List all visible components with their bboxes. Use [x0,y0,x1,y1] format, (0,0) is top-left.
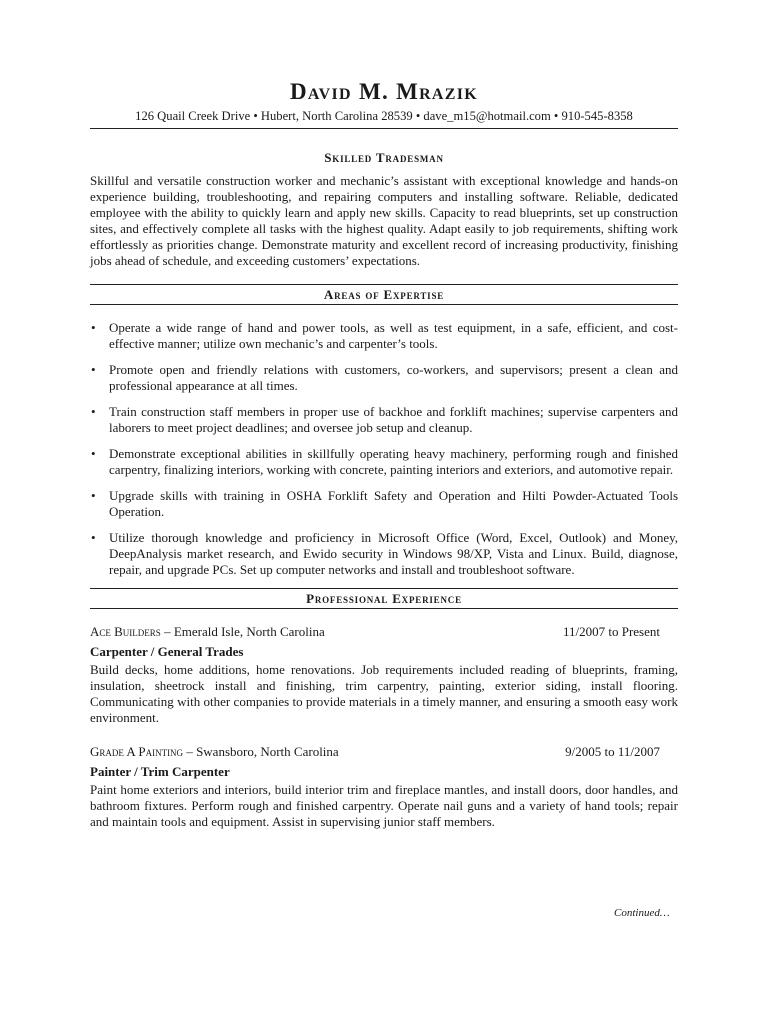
employer [90,624,325,640]
job-title: Painter / Trim Carpenter [90,764,230,779]
company-name: Grade A Painting [90,744,184,759]
employer [90,744,339,760]
list-item [90,320,678,352]
job-entry [90,624,678,726]
continued-note: Continued… [614,907,670,919]
contact-line: 126 Quail Creek Drive • Hubert, North Carolina 28539 • dave_m15@hotmail.com • 910-545-8358 [90,108,678,129]
job-dates: 9/2005 to 11/2007 [565,744,660,759]
experience-heading: Professional Experience [90,588,678,609]
company-location: – Emerald Isle, North Carolina [160,624,325,639]
list-item-text: Utilize thorough knowledge and proficiency in Microsoft Office (Word, Excel, Outlook) and Money, DeepAnalysis market research, and Ewido security in Windows 98/XP, Vista and Linux. Build, diagnose, repair, and upgrade PCs. Set up computer networks and install and troubleshoot software. [109,530,678,577]
resume-page [90,78,678,830]
job-description: Build decks, home additions, home renovations. Job requirements included reading of blueprints, framing, insulation, sheetrock install and finishing, trim carpentry, painting, exterior siding, install flooring. Communicating with other companies to provide materials in a timely manner, and ensuring a smooth easy work environment. [90,662,678,725]
list-item [90,404,678,436]
company-name: Ace Builders [90,624,161,639]
expertise-list [90,320,678,578]
list-item-text: Upgrade skills with training in OSHA Forklift Safety and Operation and Hilti Powder-Actuated Tools Operation. [109,488,678,519]
expertise-heading: Areas of Expertise [90,284,678,305]
job-header [90,624,678,640]
list-item-text: Train construction staff members in proper use of backhoe and forklift machines; supervise carpenters and laborers to meet project deadlines; and oversee job setup and cleanup. [109,404,678,435]
bullet-icon: • [91,320,96,335]
job-dates: 11/2007 to Present [562,624,660,639]
objective-title: Skilled Tradesman [324,150,444,165]
summary-paragraph: Skillful and versatile construction worker and mechanic’s assistant with exceptional knowledge and hands-on experience building, troubleshooting, and repairing computers and installing software. Reliable, dedicated employee with the ability to quickly learn and apply new skills. Capacity to read blueprints, set up construction sites, and effectively complete all tasks with the highest quality. Adapt easily to job requirements, shifting work effortlessly as priorities change. Demonstrate maturity and excellent record of increasing productivity, finishing jobs ahead of schedule, and exceeding customers’ expectations. [90,173,678,268]
bullet-icon: • [91,488,96,503]
bullet-icon: • [91,530,96,545]
bullet-icon: • [91,362,96,377]
job-header [90,744,678,760]
list-item-text: Operate a wide range of hand and power tools, as well as test equipment, in a safe, efficient, and cost-effective manner; utilize own mechanic’s and carpenter’s tools. [109,320,678,351]
list-item [90,488,678,520]
candidate-name: David M. Mrazik [289,79,479,104]
list-item-text: Promote open and friendly relations with customers, co-workers, and supervisors; present a clean and professional appearance at all times. [109,362,678,393]
list-item [90,446,678,478]
bullet-icon: • [91,446,96,461]
job-title: Carpenter / General Trades [90,644,244,659]
company-location: – Swansboro, North Carolina [183,744,339,759]
list-item [90,530,678,578]
list-item-text: Demonstrate exceptional abilities in skillfully operating heavy machinery, performing rough and finished carpentry, finalizing interiors, working with concrete, painting interiors and exteriors, and automotive repair. [109,446,678,477]
job-description: Paint home exteriors and interiors, build interior trim and fireplace mantles, and install doors, door handles, and bathroom fixtures. Perform rough and finished carpentry. Operate nail guns and a variety of hand tools; repair and maintain tools and equipment. Assist in supervising junior staff members. [90,782,678,829]
bullet-icon: • [91,404,96,419]
list-item [90,362,678,394]
job-entry [90,744,678,830]
